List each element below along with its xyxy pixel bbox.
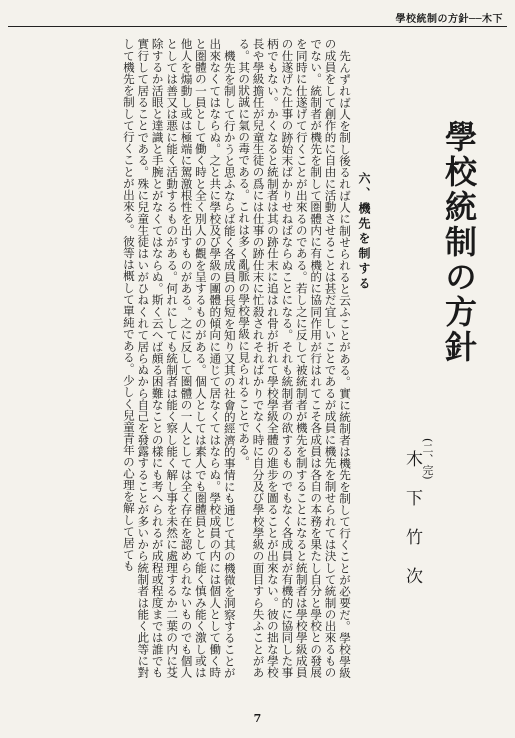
part-label: (二、完) <box>421 438 434 480</box>
running-head: 學校統制の方針──木下 <box>395 14 503 25</box>
section-heading: 六、機先を制する <box>357 172 371 292</box>
paragraph-1: 先んずれば人を制し後るれば人に制せられると云ふことがある。實に統制者は機先を制して行くことが必要だ。學校學級の成員をして創作的に自由に活動させることは甚だ宜しいことであるが成員に機先を制せられては決して統制の出來るものでない。統制者が機先を制して圏體内に有機的に協同作用が行はれてこそ各成員は各自の本務を果たし自分と學校との發展を同時に仕遂げて行くことが出來るのである。若し之に反して被統制者が機先を制することになると統制者は學校學級成員の仕遂げた仕事の跡始末ばかりせねばならぬことになる。それも統制者の欲するものでもなく各成員が有機的に協同した事柄でもない。かくなると統制者は其の跡仕末に追はれ骨が折れて學校學級全體の進步を圖ることが出來ない。彼の拙な學校長や學級擔任が兒童生徒の爲には仕事の跡仕末に忙殺されそればかりでなく時に自分及び學校學級の面目すら失ふことがある。其の狀誠に氣の毒である。これは多く亂脈の學校學級に見られることである。 <box>237 38 352 678</box>
paragraph-2: 機先を制して行かうと思ふならば能く各成員の長短を知り又其の社會的經濟的事情にも通じて其の機微を洞察することが出來なくてはならぬ。之と共に學校及び學級の團體的傾向に通じて居なくてはならぬ。學校成員の内には個人として働く時と圏體の一員として働く時と全く別人の觀を呈するものがある。個人としては素人でも圏體員として能く慎み能く激し或は他人を煽動し或は極端に駕激根性を出すものがある。之に反して圏體の一人としては全く存在を認められないものでも個人としては善又は悪に能く活動するものがある。何れにしても統制者は能く察し能く解し事を未然に處理するか二葉の内に芟除するか活眼と達識と手腕とがなくてはならぬ。斯く云へば頗る困難なことの樣にも考へられるが成程或程度までは誰でも實行して居ることである。殊に兒童生徒はいがひねくれて居らぬから自己を發露することが多いから統制者は能く此等に對して機先を制して行くことが出來る。彼等は概して單純である。少しく兒童青年の心理を解して居ても <box>121 38 237 678</box>
author-name: 木下竹次 <box>402 450 422 606</box>
article-body <box>14 38 352 678</box>
header-rule <box>8 26 507 27</box>
article-title: 學校統制の方針 <box>440 120 478 365</box>
page-number: 7 <box>253 712 262 725</box>
